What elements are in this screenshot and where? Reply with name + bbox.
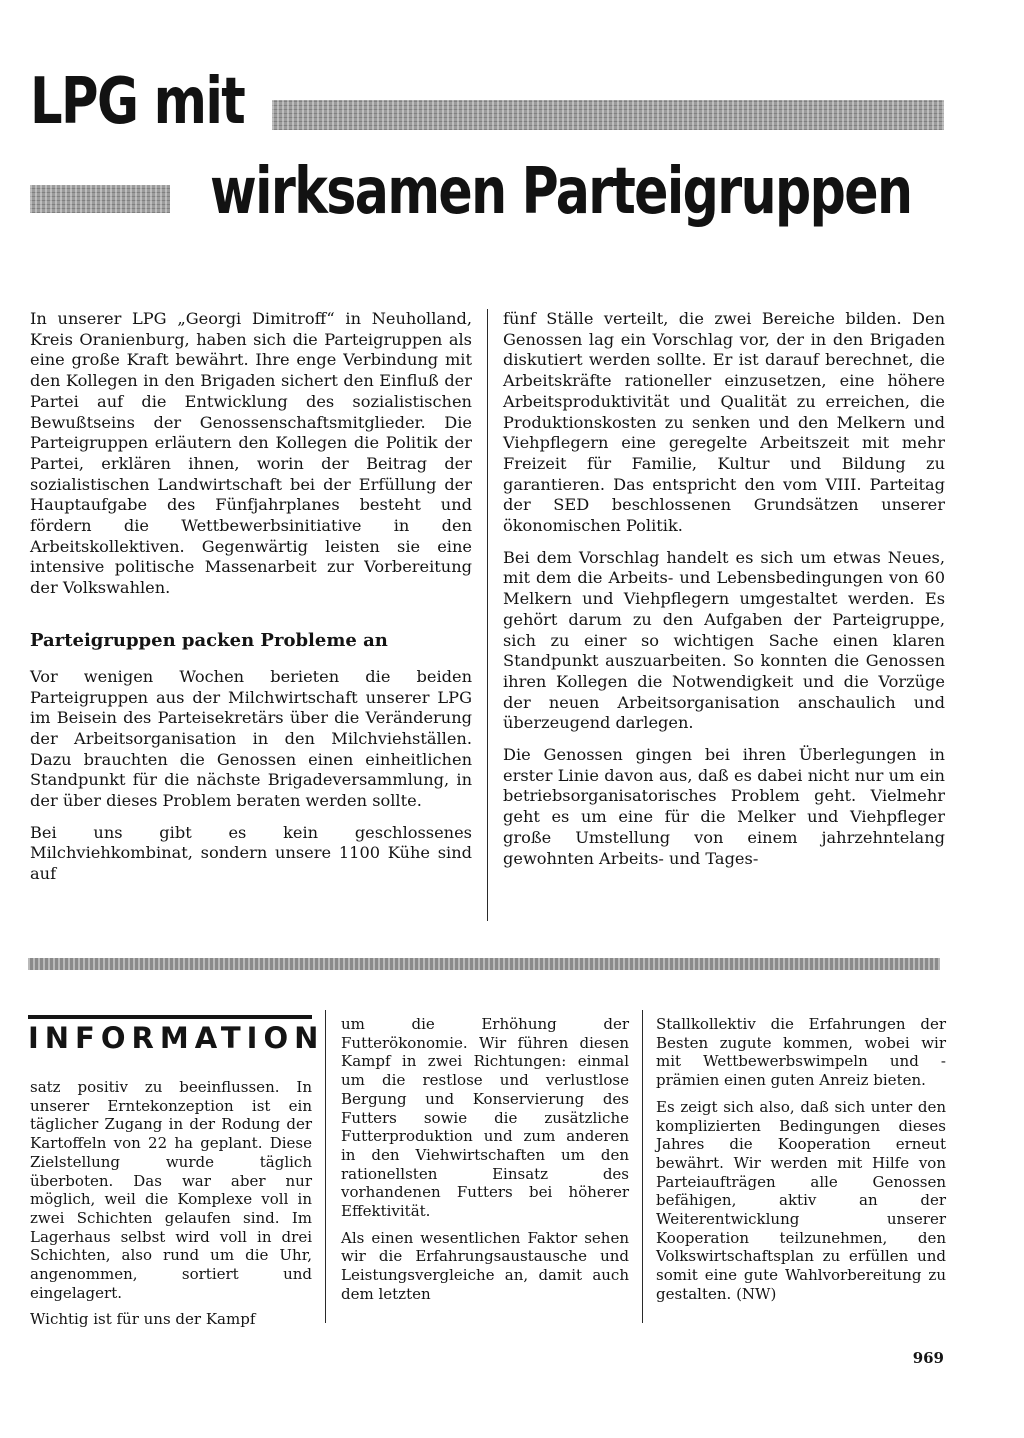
information-paragraph: Stallkollektiv die Erfahrungen der Besten zugute kommen, wobei wir mit Wettbewerbswimpeln und -prämien einen guten Anreiz bieten. [656, 1015, 946, 1090]
information-paragraph [656, 1098, 946, 1304]
information-paragraph: um die Erhöhung der Futterökonomie. Wir führen diesen Kampf in zwei Richtungen: einmal um die restlose und verlustlose Bergung und Konservierung des Futters sowie die zusätzliche Futterproduktion und zum anderen in den Viehwirtschaften um den rationellsten Einsatz des vorhandenen Futters bei höherer Effektivität. [341, 1015, 629, 1221]
information-column-1 [30, 1078, 312, 1337]
section-separator [28, 958, 940, 970]
article-paragraph: Bei uns gibt es kein geschlossenes Milchviehkombinat, sondern unsere 1100 Kühe sind auf [30, 822, 472, 884]
information-paragraph: satz positiv zu beeinflussen. In unserer Erntekonzeption ist ein täglicher Zugang in der Rodung der Kartoffeln von 22 ha geplant. Diese Zielstellung wurde täglich überboten. Das war aber nur möglich, weil die Komplexe voll in zwei Schichten gelaufen sind. Im Lagerhaus selbst wird voll in drei Schichten, also rund um die Uhr, angenommen, sortiert und eingelagert. [30, 1078, 312, 1302]
information-title: INFORMATION [28, 1015, 312, 1055]
page-number: 969 [912, 1349, 944, 1367]
article-column-right [503, 309, 945, 880]
section-heading: Parteigruppen packen Probleme an [30, 629, 388, 651]
information-paragraph: Wichtig ist für uns der Kampf [30, 1310, 256, 1329]
article-column-left [30, 309, 472, 896]
information-column-3 [656, 1015, 946, 1312]
author-signature: (NW) [736, 1284, 777, 1303]
column-divider [487, 309, 488, 921]
column-divider [325, 1010, 326, 1323]
headline-line-2: wirksamen Parteigruppen [210, 155, 912, 229]
headline-line-1: LPG mit [30, 65, 245, 139]
headline-decor-band [272, 100, 944, 130]
article-paragraph: Die Genossen gingen bei ihren Überlegungen in erster Linie davon aus, daß es dabei nicht nur um ein betriebsorganisatorisches Problem geht. Vielmehr geht es um eine für die Melker und Viehpfleger große Umstellung von einem jahrzehntelang gewohnten Arbeits- und Tages- [503, 745, 945, 868]
information-paragraph: Als einen wesentlichen Faktor sehen wir die Erfahrungsaustausche und Leistungsvergleiche an, damit auch dem letzten [341, 1228, 629, 1303]
column-divider [642, 1010, 643, 1323]
information-paragraph-text: Es zeigt sich also, daß sich unter den komplizierten Bedingungen dieses Jahres die Kooperation erneut bewährt. Wir werden mit Hilfe von Parteiaufträgen alle Genossen befähigen, aktiv an der Weiterentwicklung unserer Kooperation teilzunehmen, den Volkswirtschaftsplan zu erfüllen und somit eine gute Wahlvorbereitung zu gestalten. [656, 1097, 946, 1303]
headline-decor-band-left [30, 185, 170, 213]
article-paragraph: Bei dem Vorschlag handelt es sich um etwas Neues, mit dem die Arbeits- und Lebensbedingungen von 60 Melkern und Viehpflegern umgestaltet werden. Es gehört darum zu den Aufgaben der Parteigruppe, sich zu einer so wichtigen Sache einen klaren Standpunkt auszuarbeiten. So konnten die Genossen ihren Kollegen die Notwendigkeit und die Vorzüge der neuen Arbeitsorganisation anschaulich und überzeugend darlegen. [503, 547, 945, 733]
article-paragraph: fünf Ställe verteilt, die zwei Bereiche bilden. Den Genossen lag ein Vorschlag vor, der in den Brigaden diskutiert werden sollte. Er ist darauf berechnet, die Arbeitskräfte rationeller einzusetzen, eine höhere Arbeitsproduktivität und Qualität zu erreichen, die Produktionskosten zu senken und den Melkern und Viehpflegern eine geregelte Arbeitszeit mit mehr Freizeit für Familie, Kultur und Bildung zu garantieren. Das entspricht den vom VIII. Parteitag der SED beschlossenen Grundsätzen unserer ökonomischen Politik. [503, 309, 945, 536]
headline [0, 0, 1024, 240]
article-paragraph: In unserer LPG „Georgi Dimitroff“ in Neuholland, Kreis Oranienburg, haben sich die Parteigruppen als eine große Kraft bewährt. Ihre enge Verbindung mit den Kollegen in den Brigaden sichert den Einfluß der Partei auf die Entwicklung des sozialistischen Bewußtseins der Genossenschaftsmitglieder. Die Parteigruppen erläutern den Kollegen die Politik der Partei, erklären ihnen, worin der Beitrag der sozialistischen Landwirtschaft bei der Erfüllung der Hauptaufgabe des Fünfjahrplanes besteht und fördern die Wettbewerbsinitiative in den Arbeitskollektiven. Gegenwärtig leisten sie eine intensive politische Massenarbeit zur Vorbereitung der Volkswahlen. [30, 309, 472, 598]
information-column-2 [341, 1015, 629, 1312]
article-paragraph: Vor wenigen Wochen berieten die beiden Parteigruppen aus der Milchwirtschaft unserer LPG im Beisein des Parteisekretärs über die Veränderung der Arbeitsorganisation in den Milchviehställen. Dazu brauchten die Genossen einen einheitlichen Standpunkt für die nächste Brigadeversammlung, in der über dieses Problem beraten werden sollte. [30, 666, 472, 811]
